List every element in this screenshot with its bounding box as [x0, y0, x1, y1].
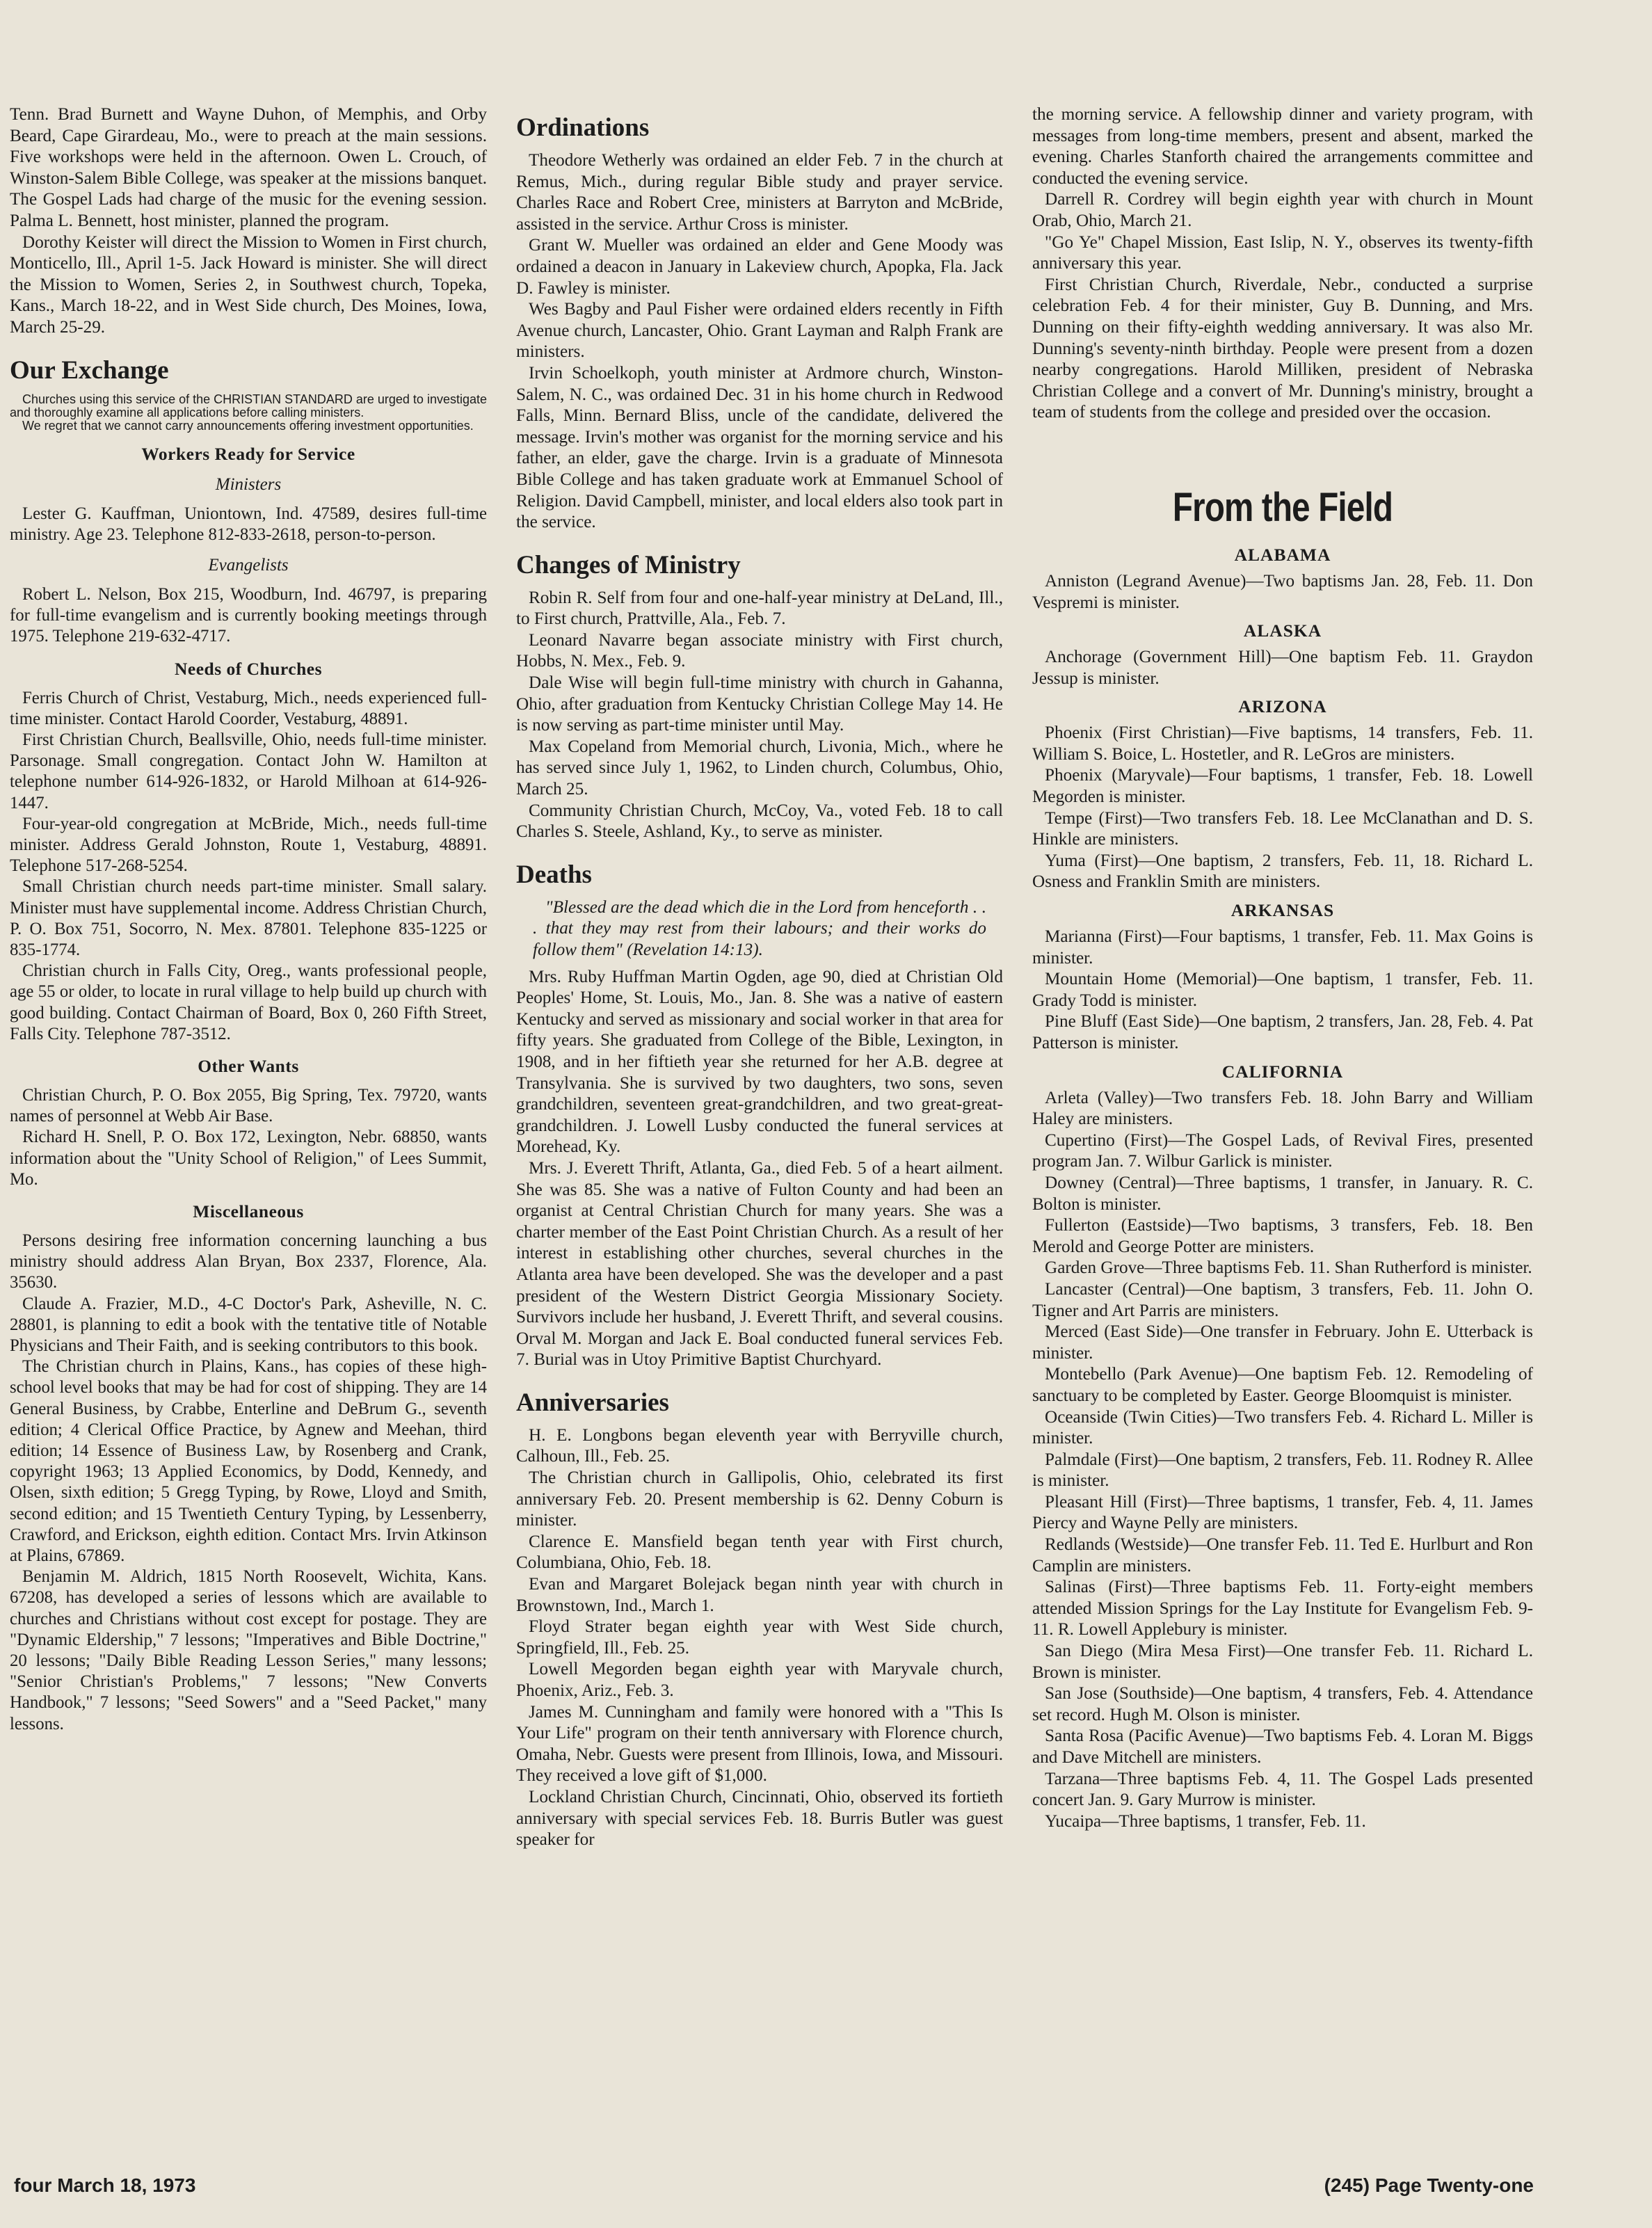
listing-item: Lester G. Kauffman, Uniontown, Ind. 47589, desires full-time ministry. Age 23. Telephone 812-833-2618, person-to-person. — [10, 504, 487, 544]
news-item: the morning service. A fellowship dinner and variety program, with messages from long-time members, present and absent, marked the evening. Charles Stanforth chaired the arrangements committee and conducted the evening service. — [1032, 105, 1533, 188]
listing-item: The Christian church in Plains, Kans., has copies of these high-school level books that may be had for cost of shipping. They are 14 General Business, by Crabbe, Enterline and DeBrum G., seventh edition; 4 Clerical Office Practice, by Agnew and Meehan, third edition; 14 Essence of Business Law, by Rosenberg and Crank, copyright 1963; 13 Applied Economics, by Dodd, Kennedy, and Olsen, sixth edition; 5 Gregg Typing, by Rowe, Lloyd and Smith, second edition; and 15 Twentieth Century Typing, by Lessenberry, Crawford, and Erickson, eighth edition. Contact Mrs. Irvin Atkinson at Plains, 67869. — [10, 1357, 487, 1566]
column-middle — [516, 104, 1003, 1851]
church-report: Tarzana—Three baptisms Feb. 4, 11. The Gospel Lads presented concert Jan. 9. Gary Murrow is minister. — [1032, 1769, 1533, 1810]
state-heading: ALASKA — [1243, 620, 1322, 641]
church-report: Fullerton (Eastside)—Two baptisms, 3 transfers, Feb. 18. Ben Merold and George Potter are ministers. — [1032, 1216, 1533, 1256]
church-report: Downey (Central)—Three baptisms, 1 transfer, in January. R. C. Bolton is minister. — [1032, 1173, 1533, 1214]
news-item: Wes Bagby and Paul Fisher were ordained elders recently in Fifth Avenue church, Lancaster, Ohio. Grant Layman and Ralph Frank are ministers. — [516, 300, 1003, 362]
state-heading: ARKANSAS — [1230, 900, 1335, 921]
church-report: Oceanside (Twin Cities)—Two transfers Feb. 4. Richard L. Miller is minister. — [1032, 1407, 1533, 1448]
news-item: Robin R. Self from four and one-half-year ministry at DeLand, Ill., to First church, Prattville, Ala., Feb. 7. — [516, 588, 1003, 629]
exchange-note: Churches using this service of the CHRISTIAN STANDARD are urged to investigate and thoroughly examine all applications before calling ministers. — [10, 392, 487, 419]
news-item: Leonard Navarre began associate ministry with First church, Hobbs, N. Mex., Feb. 9. — [516, 630, 1003, 671]
subheading-other-wants: Other Wants — [198, 1056, 299, 1076]
news-item: Floyd Strater began eighth year with West Side church, Springfield, Ill., Feb. 25. — [516, 1617, 1003, 1658]
body-paragraph: Tenn. Brad Burnett and Wayne Duhon, of Memphis, and Orby Beard, Cape Girardeau, Mo., were to preach at the main sessions. Five workshops were held in the afternoon. Owen L. Crouch, of Winston-Salem Bible College, was speaker at the missions banquet. The Gospel Lads had charge of the music for the evening session. Palma L. Bennett, host minister, planned the program. — [10, 105, 487, 230]
church-report: San Jose (Southside)—One baptism, 4 transfers, Feb. 4. Attendance set record. Hugh M. Olson is minister. — [1032, 1684, 1533, 1724]
church-report: Palmdale (First)—One baptism, 2 transfers, Feb. 11. Rodney R. Allee is minister. — [1032, 1450, 1533, 1491]
church-report: Phoenix (First Christian)—Five baptisms, 14 transfers, Feb. 11. William S. Boice, L. Hostetler, and R. LeGros are ministers. — [1032, 723, 1533, 764]
news-item: Irvin Schoelkoph, youth minister at Ardmore church, Winston-Salem, N. C., was ordained Dec. 31 in his home church in Redwood Falls, Minn. Bernard Bliss, uncle of the candidate, delivered the message. Irvin's mother was organist for the morning service and his father, an elder, gave the charge. Irvin is a graduate of Minnesota Bible College and has taken graduate work at Emmanuel School of Religion. David Campbell, minister, and local elders also took part in the service. — [516, 363, 1003, 532]
obituary: Mrs. J. Everett Thrift, Atlanta, Ga., died Feb. 5 of a heart ailment. She was 85. She was a native of Fulton County and had been an organist at Central Christian Church for many years. She was a charter member of the East Point Christian Church. As a result of her interest in establishing other churches, several churches in the Atlanta area have been developed. She was the developer and a past president of the Western District Georgia Missionary Society. Survivors include her husband, J. Everett Thrift, and several cousins. Orval M. Morgan and Jack E. Boal conducted funeral services Feb. 7. Burial was in Utoy Primitive Baptist Churchyard. — [516, 1158, 1003, 1370]
listing-item: Ferris Church of Christ, Vestaburg, Mich., needs experienced full-time minister. Contact Harold Coorder, Vestaburg, 48891. — [10, 688, 487, 728]
news-item: H. E. Longbons began eleventh year with Berryville church, Calhoun, Ill., Feb. 25. — [516, 1425, 1003, 1466]
church-report: Merced (East Side)—One transfer in February. John E. Utterback is minister. — [1032, 1322, 1533, 1363]
news-item: Theodore Wetherly was ordained an elder Feb. 7 in the church at Remus, Mich., during regular Bible study and prayer service. Charles Race and Robert Cree, ministers at Barryton and McBride, assisted in the service. Arthur Cross is minister. — [516, 151, 1003, 234]
news-item: Lowell Megorden began eighth year with Maryvale church, Phoenix, Ariz., Feb. 3. — [516, 1660, 1003, 1700]
section-heading-deaths: Deaths — [516, 860, 592, 889]
news-item: Max Copeland from Memorial church, Livonia, Mich., where he has served since July 1, 1962, to Linden church, Columbus, Ohio, March 25. — [516, 737, 1003, 799]
listing-item: Persons desiring free information concerning launching a bus ministry should address Alan Bryan, Box 2337, Florence, Ala. 35630. — [10, 1231, 487, 1292]
column-right — [1032, 104, 1533, 1832]
listing-item: Small Christian church needs part-time minister. Small salary. Minister must have supplemental income. Address Christian Church, P. O. Box 751, Socorro, N. Mex. 87801. Telephone 835-1225 or 835-1774. — [10, 877, 487, 959]
state-heading: CALIFORNIA — [1221, 1061, 1344, 1082]
news-item: Community Christian Church, McCoy, Va., voted Feb. 18 to call Charles S. Steele, Ashland, Ky., to serve as minister. — [516, 801, 1003, 842]
church-report: Pine Bluff (East Side)—One baptism, 2 transfers, Jan. 28, Feb. 4. Pat Patterson is minister. — [1032, 1012, 1533, 1052]
listing-item: Robert L. Nelson, Box 215, Woodburn, Ind. 46797, is preparing for full-time evangelism and is currently booking meetings through 1975. Telephone 219-632-4717. — [10, 584, 487, 646]
scripture-quote: "Blessed are the dead which die in the Lord from henceforth . . . that they may rest from their labours; and their works do follow them" (Revelation 14:13). — [533, 897, 986, 959]
footer-page-number: (245) Page Twenty-one — [1324, 2174, 1534, 2196]
section-heading-our-exchange: Our Exchange — [10, 355, 169, 385]
obituary: Mrs. Ruby Huffman Martin Ogden, age 90, died at Christian Old Peoples' Home, St. Louis, Mo., Jan. 8. She was a native of eastern Kentucky and served as missionary and social worker in that area for fifty years. She graduated from College of the Bible, Lexington, in 1908, and in her fiftieth year she returned for her A.B. degree at Transylvania. She is survived by two daughters, two sons, seven grandchildren, seventeen great-grandchildren, and two great-great-grandchildren. J. Lowell Lusby conducted the funeral services at Morehead, Ky. — [516, 967, 1003, 1157]
church-report: Cupertino (First)—The Gospel Lads, of Revival Fires, presented program Jan. 7. Wilbur Garlick is minister. — [1032, 1130, 1533, 1171]
news-item: The Christian church in Gallipolis, Ohio, celebrated its first anniversary Feb. 20. Present membership is 62. Denny Coburn is minister. — [516, 1468, 1003, 1530]
subheading-evangelists: Evangelists — [208, 555, 289, 575]
news-item: Dale Wise will begin full-time ministry with church in Gahanna, Ohio, after graduation from Kentucky Christian College May 14. He is now serving as part-time minister until May. — [516, 673, 1003, 735]
church-report: Anchorage (Government Hill)—One baptism Feb. 11. Graydon Jessup is minister. — [1032, 648, 1533, 688]
church-report: Salinas (First)—Three baptisms Feb. 11. Forty-eight members attended Mission Springs for the Lay Institute for Evangelism Feb. 9-11. R. Lowell Applebury is minister. — [1032, 1578, 1533, 1640]
section-title-from-the-field: From the Field — [1172, 484, 1393, 530]
news-item: James M. Cunningham and family were honored with a "This Is Your Life" program on their tenth anniversary with Florence church, Omaha, Nebr. Guests were present from Illinois, Iowa, and Missouri. They received a love gift of $1,000. — [516, 1702, 1003, 1786]
listing-item: Benjamin M. Aldrich, 1815 North Roosevelt, Wichita, Kans. 67208, has developed a series of lessons which are available to churches and Christians without cost except for postage. They are "Dynamic Eldership," 7 lessons; "Imperatives and Bible Doctrine," 20 lessons; "Daily Bible Reading Lesson Series," many lessons; "Senior Christian's Problems," 7 lessons; "New Converts Handbook," 7 lessons; "Seed Sowers" and a "Seed Packet," many lessons. — [10, 1567, 487, 1733]
listing-item: Christian Church, P. O. Box 2055, Big Spring, Tex. 79720, wants names of personnel at Webb Air Base. — [10, 1086, 487, 1126]
section-heading-ordinations: Ordinations — [516, 113, 650, 142]
church-report: Redlands (Westside)—One transfer Feb. 11. Ted E. Hurlburt and Ron Camplin are ministers. — [1032, 1535, 1533, 1576]
news-item: Clarence E. Mansfield began tenth year with First church, Columbiana, Ohio, Feb. 18. — [516, 1532, 1003, 1573]
church-report: Garden Grove—Three baptisms Feb. 11. Shan Rutherford is minister. — [1045, 1258, 1532, 1278]
church-report: Santa Rosa (Pacific Avenue)—Two baptisms Feb. 4. Loran M. Biggs and Dave Mitchell are ministers. — [1032, 1726, 1533, 1767]
church-report: Marianna (First)—Four baptisms, 1 transfer, Feb. 11. Max Goins is minister. — [1032, 927, 1533, 968]
footer-date: four March 18, 1973 — [14, 2174, 196, 2196]
listing-item: Christian church in Falls City, Oreg., wants professional people, age 55 or older, to locate in rural village to help build up church with good building. Contact Chairman of Board, Box 0, 260 Fifth Street, Falls City. Telephone 787-3512. — [10, 961, 487, 1043]
church-report: Arleta (Valley)—Two transfers Feb. 18. John Barry and William Haley are ministers. — [1032, 1088, 1533, 1129]
subheading-needs: Needs of Churches — [174, 658, 323, 679]
church-report: Phoenix (Maryvale)—Four baptisms, 1 transfer, Feb. 18. Lowell Megorden is minister. — [1032, 766, 1533, 807]
news-item: Evan and Margaret Bolejack began ninth year with church in Brownstown, Ind., March 1. — [516, 1575, 1003, 1615]
church-report: San Diego (Mira Mesa First)—One transfer Feb. 11. Richard L. Brown is minister. — [1032, 1642, 1533, 1682]
church-report: Yuma (First)—One baptism, 2 transfers, Feb. 11, 18. Richard L. Osness and Franklin Smith are ministers. — [1032, 851, 1533, 892]
body-paragraph: Dorothy Keister will direct the Mission to Women in First church, Monticello, Ill., April 1-5. Jack Howard is minister. She will direct the Mission to Women, Series 2, in Southwest church, Topeka, Kans., March 18-22, and in West Side church, Des Moines, Iowa, March 25-29. — [10, 232, 487, 337]
state-heading: ARIZONA — [1238, 696, 1327, 717]
news-item: Lockland Christian Church, Cincinnati, Ohio, observed its fortieth anniversary with special services Feb. 18. Burris Butler was guest speaker for — [516, 1787, 1003, 1850]
listing-item: Claude A. Frazier, M.D., 4-C Doctor's Park, Asheville, N. C. 28801, is planning to edit a book with the tentative title of Notable Physicians and Their Faith, and is seeking contributors to this book. — [10, 1294, 487, 1356]
listing-item: Richard H. Snell, P. O. Box 172, Lexington, Nebr. 68850, wants information about the "Unity School of Religion," of Lees Summit, Mo. — [10, 1128, 487, 1189]
subheading-miscellaneous: Miscellaneous — [193, 1201, 304, 1222]
section-heading-changes-of-ministry: Changes of Ministry — [516, 550, 741, 579]
listing-item: First Christian Church, Beallsville, Ohio, needs full-time minister. Parsonage. Small congregation. Contact John W. Hamilton at telephone number 614-926-1832, or Harold Milhoan at 614-926-1447. — [10, 730, 487, 812]
church-report: Anniston (Legrand Avenue)—Two baptisms Jan. 28, Feb. 11. Don Vespremi is minister. — [1032, 571, 1533, 612]
news-item: Grant W. Mueller was ordained an elder and Gene Moody was ordained a deacon in January in Lakeview church, Apopka, Fla. Jack D. Fawley is minister. — [516, 236, 1003, 298]
news-item: Darrell R. Cordrey will begin eighth year with church in Mount Orab, Ohio, March 21. — [1032, 190, 1533, 230]
state-heading: ALABAMA — [1234, 544, 1331, 565]
column-left — [10, 104, 487, 1735]
exchange-note: We regret that we cannot carry announcements offering investment opportunities. — [22, 418, 474, 433]
church-report: Yucaipa—Three baptisms, 1 transfer, Feb. 11. — [1045, 1811, 1366, 1831]
section-heading-anniversaries: Anniversaries — [516, 1388, 669, 1417]
news-item: "Go Ye" Chapel Mission, East Islip, N. Y., observes its twenty-fifth anniversary this year. — [1032, 232, 1533, 273]
church-report: Tempe (First)—Two transfers Feb. 18. Lee McClanathan and D. S. Hinkle are ministers. — [1032, 808, 1533, 849]
news-item: First Christian Church, Riverdale, Nebr., conducted a surprise celebration Feb. 4 for their minister, Guy B. Dunning, and Mrs. Dunning on their fifty-eighth wedding anniversary. It was also Mr. Dunning's seventy-ninth birthday. People were present from a dozen nearby congregations. Harold Milliken, president of Nebraska Christian College and a convert of Mr. Dunning's ministry, brought a team of students from the college and presided over the occasion. — [1032, 275, 1533, 422]
listing-item: Four-year-old congregation at McBride, Mich., needs full-time minister. Address Gerald Johnston, Route 1, Vestaburg, 48891. Telephone 517-268-5254. — [10, 814, 487, 876]
church-report: Mountain Home (Memorial)—One baptism, 1 transfer, Feb. 11. Grady Todd is minister. — [1032, 970, 1533, 1010]
subheading-workers: Workers Ready for Service — [141, 443, 355, 464]
subheading-ministers: Ministers — [215, 474, 282, 494]
church-report: Montebello (Park Avenue)—One baptism Feb. 12. Remodeling of sanctuary to be completed by Easter. George Bloomquist is minister. — [1032, 1365, 1533, 1405]
church-report: Lancaster (Central)—One baptism, 3 transfers, Feb. 11. John O. Tigner and Art Parris are ministers. — [1032, 1279, 1533, 1320]
church-report: Pleasant Hill (First)—Three baptisms, 1 transfer, Feb. 4, 11. James Piercy and Wayne Pelly are ministers. — [1032, 1492, 1533, 1533]
